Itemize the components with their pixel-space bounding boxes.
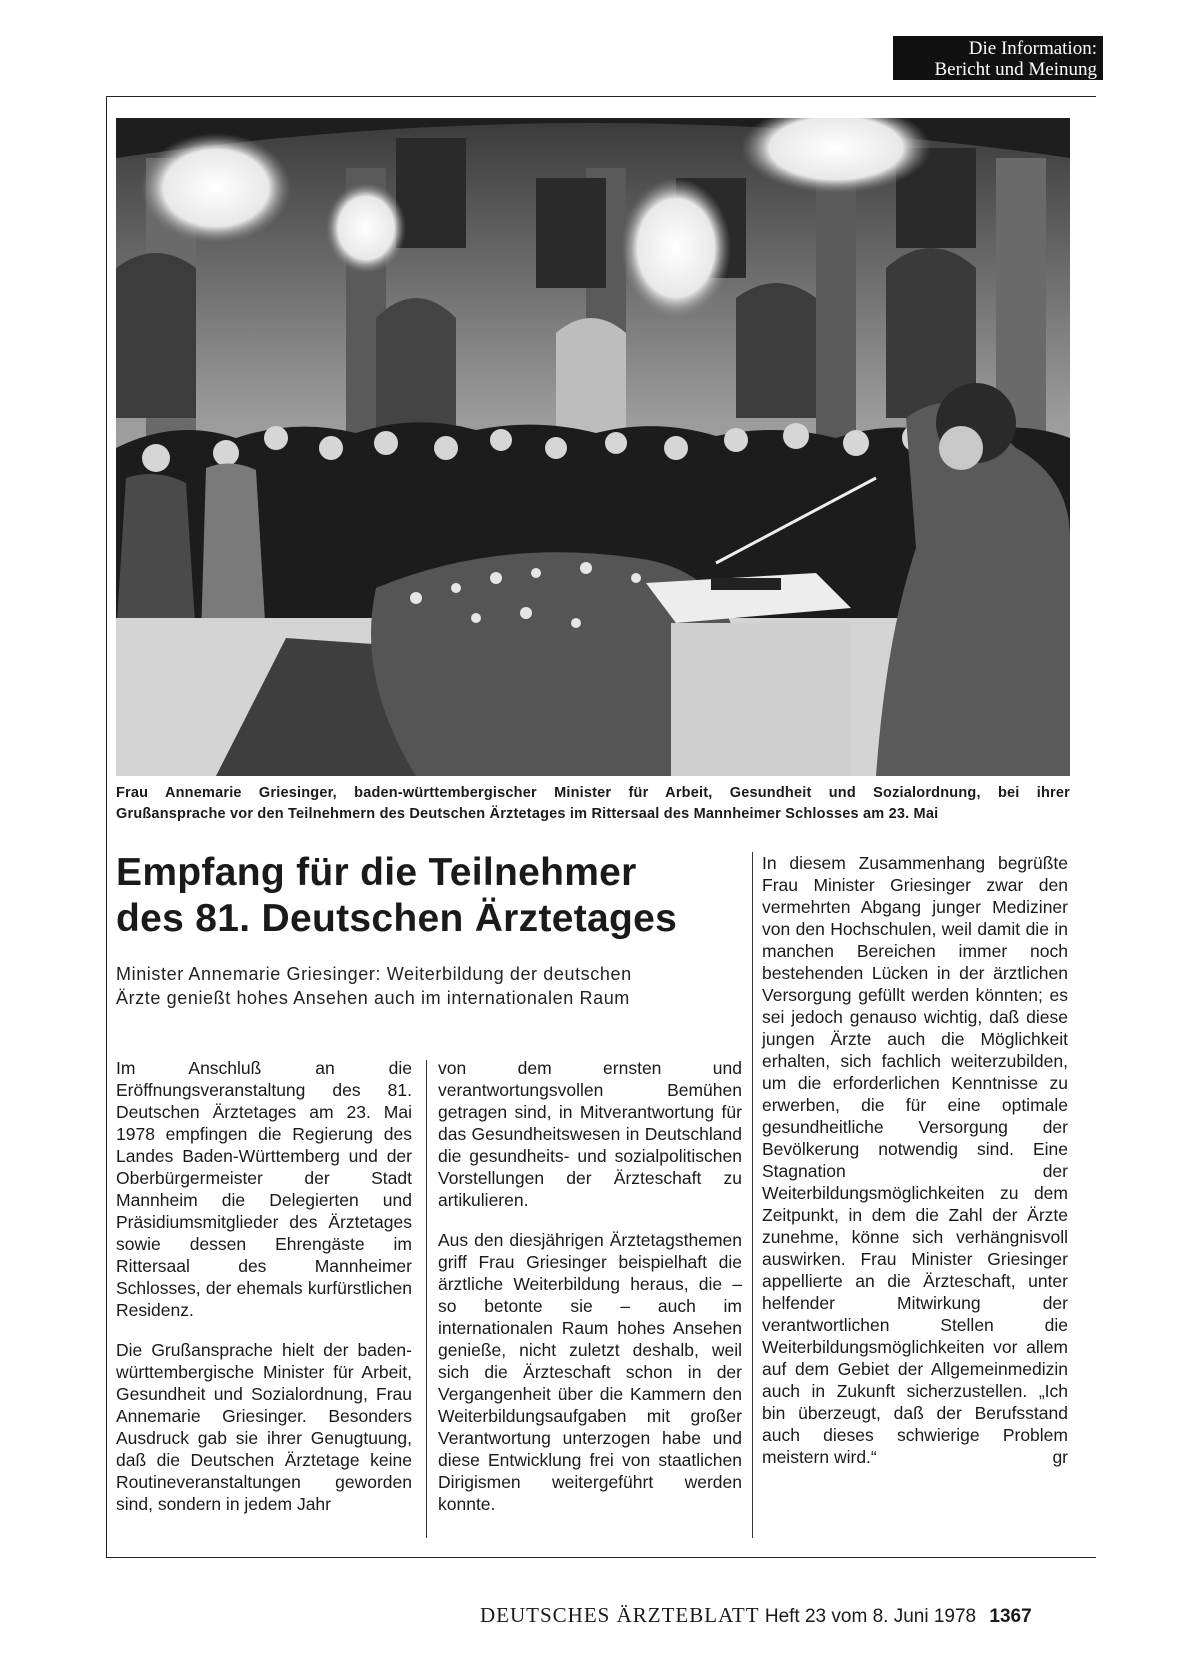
page-number: 1367 [989,1606,1032,1627]
paragraph: Aus den diesjährigen Ärztetagsthemen griff Frau Griesinger beispielhaft die ärztliche Weiterbildung heraus, die – so betonte sie – auch im internationalen Raum hohes Ansehen genieße, nicht zuletzt deshalb, weil sich die Ärzteschaft schon in der Vergangenheit über die Kammern den Weiterbildungsaufgaben mit großer Verantwortung unterzogen habe und diese Entwicklung frei von staatlichen Dirigismen weitergeführt werden konnte. [438,1230,742,1514]
author-signature: gr [1052,1447,1068,1467]
photo-caption [116,783,1070,825]
body-column-3 [762,852,1068,1486]
headline-line1: Empfang für die Teilnehmer [116,851,637,894]
journal-name: DEUTSCHES ÄRZTEBLATT [480,1603,760,1627]
section-label [893,36,1103,80]
paragraph [762,852,1068,1468]
caption-line2: Grußansprache vor den Teilnehmern des Deutschen Ärztetages im Rittersaal des Mannheimer Schlosses am 23. Mai [116,806,939,822]
subhead-line1: Minister Annemarie Griesinger: Weiterbildung der deutschen [116,964,632,984]
page-footer [480,1604,1100,1628]
reception-photo-image [116,118,1070,776]
article-headline [116,850,736,942]
issue-info: Heft 23 vom 8. Juni 1978 [764,1606,977,1627]
paragraph-text: In diesem Zusammenhang begrüßte Frau Minister Griesinger zwar den vermehrten Abgang junger Mediziner von den Hochschulen, weil damit die in manchen Bereichen immer noch bestehenden Lücken in der ärztlichen Versorgung gefüllt werden könnten; es sei jedoch genauso wichtig, daß diese jungen Ärzte auch die Möglichkeit erhalten, sich fachlich weiterzubilden, um die erforderlichen Kenntnisse zu erwerben, die für eine optimale gesundheitliche Versorgung der Bevölkerung notwendig sind. Eine Stagnation der Weiterbildungsmöglichkeiten zu dem Zeitpunkt, in dem die Zahl der Ärzte zunehme, könne sich verhängnisvoll auswirken. Frau Minister Griesinger appellierte an die Ärzteschaft, unter helfender Mitwirkung der verantwortlichen Stellen die Weiterbildungsmöglichkeiten vor allem auf dem Gebiet der Allgemeinmedizin auch in Zukunft sicherzustellen. „Ich bin überzeugt, daß der Berufsstand auch dieses schwierige Problem meistern wird.“ [762,853,1068,1467]
body-column-1 [116,1057,412,1533]
body-column-2 [438,1057,742,1533]
paragraph: Die Grußansprache hielt der baden-württembergische Minister für Arbeit, Gesundheit und Sozialordnung, Frau Annemarie Griesinger. Besonders Ausdruck gab sie ihrer Genugtuung, daß die Deutschen Ärztetage keine Routineveranstaltungen geworden sind, sondern in jedem Jahr [116,1340,412,1514]
paragraph: Im Anschluß an die Eröffnungsveranstaltung des 81. Deutschen Ärztetages am 23. Mai 1978 empfingen die Regierung des Landes Baden-Württemberg und der Oberbürgermeister der Stadt Mannheim die Delegierten und Präsidiumsmitglieder des Ärztetages sowie dessen Ehrengäste im Rittersaal des Mannheimer Schlosses, der ehemals kurfürstlichen Residenz. [116,1058,412,1320]
caption-line1: Frau Annemarie Griesinger, baden-württembergischer Minister für Arbeit, Gesundheit und Sozialordnung, bei ihrer [116,785,1070,801]
column-rule [752,852,753,1538]
section-label-line2: Bericht und Meinung [934,59,1097,80]
subhead-line2: Ärzte genießt hohes Ansehen auch im internationalen Raum [116,988,630,1008]
headline-line2: des 81. Deutschen Ärztetages [116,897,678,940]
article-subhead [116,962,726,1010]
reception-photo [116,118,1070,776]
section-label-line1: Die Information: [968,38,1097,59]
paragraph: von dem ernsten und verantwortungsvollen Bemühen getragen sind, in Mitverantwortung für das Gesundheitswesen in Deutschland die gesundheits- und sozialpolitischen Vorstellungen der Ärzteschaft zu artikulieren. [438,1058,742,1210]
column-rule [426,1060,427,1538]
